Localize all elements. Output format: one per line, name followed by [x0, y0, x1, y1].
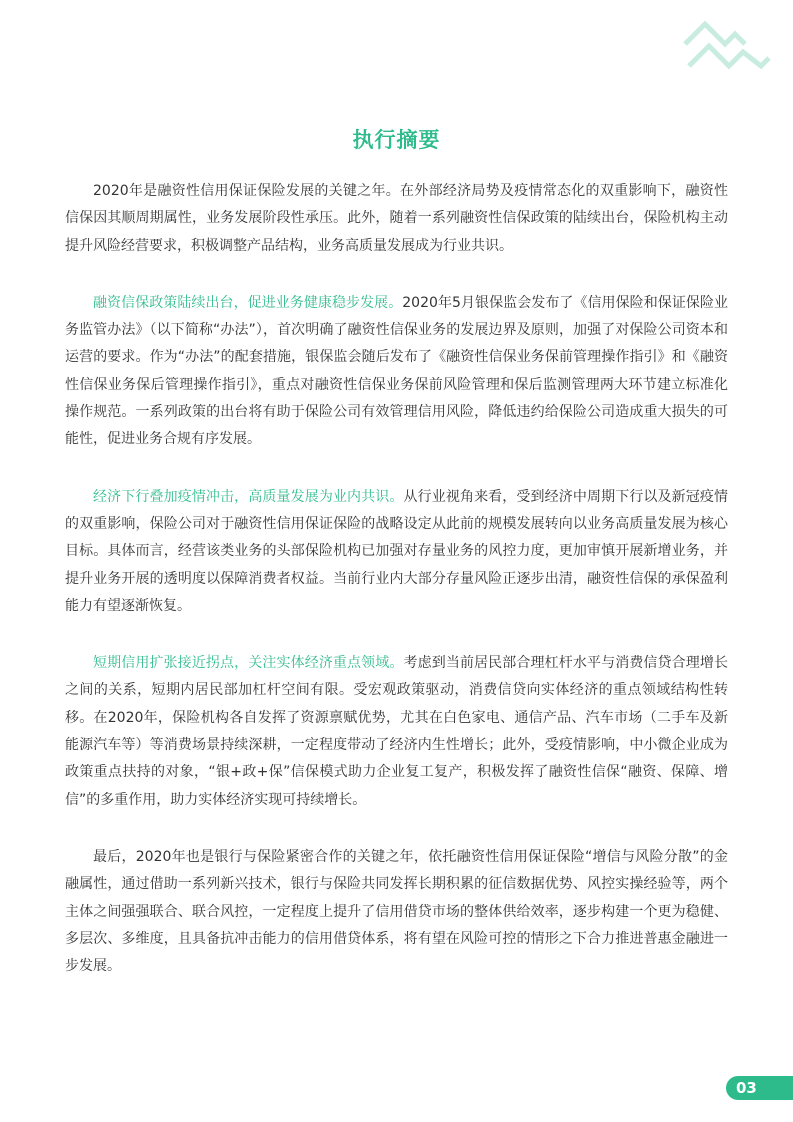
paragraph-economy	[65, 484, 728, 620]
mountain-lines-icon	[683, 18, 771, 70]
summary-body	[65, 178, 728, 1010]
page-number: 03	[736, 1079, 757, 1097]
paragraph-lead: 短期信用扩张接近拐点，关注实体经济重点领域。	[93, 655, 404, 672]
paragraph-text: 最后，2020年也是银行与保险紧密合作的关键之年，依托融资性信用保证保险“增信与风险分散”的金融属性，通过借助一系列新兴技术，银行与保险共同发挥长期积累的征信数据优势、风控实操经验等，两个主体之间强强联合、联合风控，一定程度上提升了信用借贷市场的整体供给效率，逐步构建一个更为稳健、多层次、多维度，且具备抗冲击能力的信用借贷体系，将有望在风险可控的情形之下合力推进普惠金融进一步发展。	[65, 848, 728, 975]
paragraph-intro	[65, 178, 728, 260]
paragraph-lead: 融资信保政策陆续出台，促进业务健康稳步发展。	[93, 294, 403, 311]
paragraph-text: 2020年5月银保监会发布了《信用保险和保证保险业务监管办法》（以下简称“办法”），首次明确了融资性信保业务的发展边界及原则，加强了对保险公司资本和运营的要求。作为“办法”的配套措施，银保监会随后发布了《融资性信保业务保前管理操作指引》和《融资性信保业务保后管理操作指引》，重点对融资性信保业务保前风险管理和保后监测管理两大环节建立标准化操作规范。一系列政策的出台将有助于保险公司有效管理信用风险，降低违约给保险公司造成重大损失的可能性，促进业务合规有序发展。	[65, 294, 728, 448]
paragraph-text: 2020年是融资性信用保证保险发展的关键之年。在外部经济局势及疫情常态化的双重影响下，融资性信保因其顺周期属性，业务发展阶段性承压。此外，随着一系列融资性信保政策的陆续出台，保险机构主动提升风险经营要求，积极调整产品结构，业务高质量发展成为行业共识。	[65, 183, 728, 254]
paragraph-text: 从行业视角来看，受到经济中周期下行以及新冠疫情的双重影响，保险公司对于融资性信用保证保险的战略设定从此前的规模发展转向以业务高质量发展为核心目标。具体而言，经营该类业务的头部保险机构已加强对存量业务的风控力度，更加审慎开展新增业务，并提升业务开展的透明度以保障消费者权益。当前行业内大部分存量风险正逐步出清，融资性信保的承保盈利能力有望逐渐恢复。	[65, 488, 728, 614]
paragraph-policy	[65, 290, 728, 454]
paragraph-lead: 经济下行叠加疫情冲击，高质量发展为业内共识。	[93, 488, 404, 505]
paragraph-conclusion	[65, 844, 728, 980]
paragraph-credit	[65, 650, 728, 814]
page-title: 执行摘要	[352, 128, 441, 152]
paragraph-text: 考虑到当前居民部合理杠杆水平与消费信贷合理增长之间的关系，短期内居民部加杠杆空间有限。受宏观政策驱动，消费信贷向实体经济的重点领域结构性转移。在2020年，保险机构各自发挥了资源禀赋优势，尤其在白色家电、通信产品、汽车市场（二手车及新能源汽车等）等消费场景持续深耕，一定程度带动了经济内生性增长；此外，受疫情影响，中小微企业成为政策重点扶持的对象，“银+政+保”信保模式助力企业复工复产，积极发挥了融资性信保“融资、保障、增信”的多重作用，助力实体经济实现可持续增长。	[65, 655, 728, 808]
page-number-badge	[726, 1076, 793, 1100]
